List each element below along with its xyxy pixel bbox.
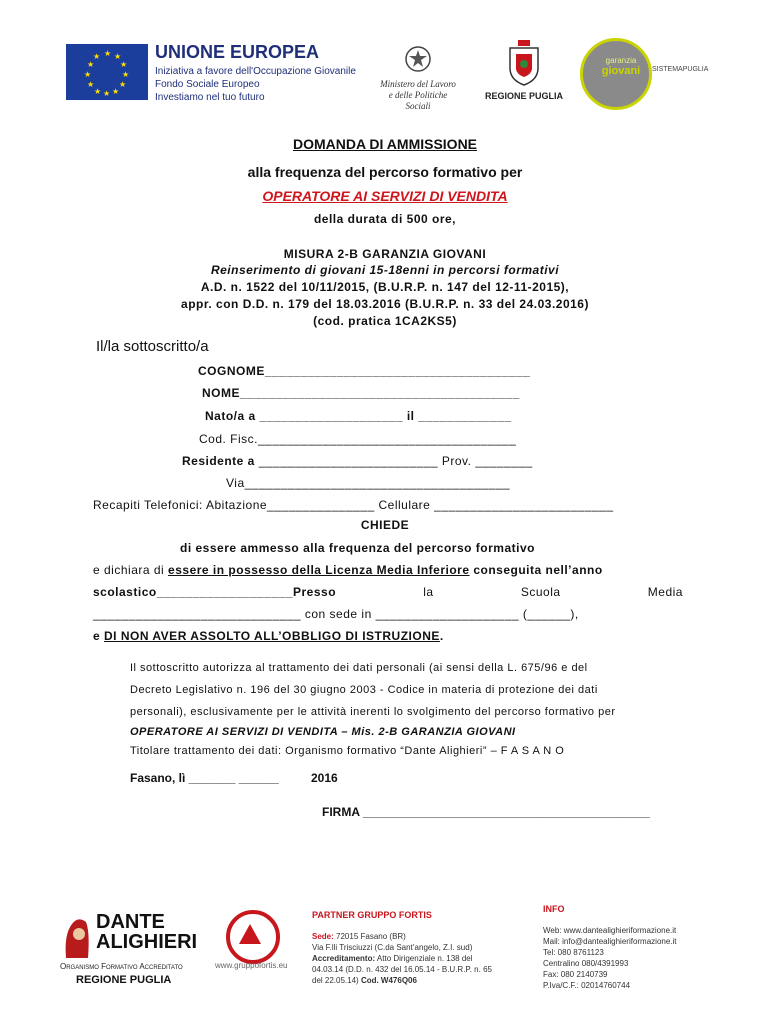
accr3-pre: del 22.05.14) [312, 976, 359, 985]
residente-field[interactable] [182, 454, 533, 468]
sede-address: Via F.lli Trisciuzzi (C.da Sant’angelo, Z.I. sud) [312, 943, 473, 952]
fortis-triangle-icon [239, 924, 261, 944]
ministry-logo [378, 44, 458, 112]
dichiara-line [93, 563, 603, 577]
dante-portrait-icon [60, 912, 94, 960]
place-date-field[interactable]: Fasano, lì _______ ______ [130, 771, 279, 785]
accr-line [312, 953, 473, 964]
fortis-url: www.gruppofortis.eu [215, 961, 288, 970]
puglia-text: REGIONE PUGLIA [484, 91, 563, 101]
mail-link[interactable]: Mail: info@dantealighieriformazione.it [543, 937, 677, 946]
course-duration: della durata di 500 ore, [313, 212, 457, 226]
privacy-line-4: OPERATORE AI SERVIZI DI VENDITA – Mis. 2-B GARANZIA GIOVANI [130, 726, 516, 738]
organismo-text: Organismo Formativo Accreditato [60, 962, 183, 971]
scol-3: Scuola [520, 585, 561, 599]
sede-label: Sede: [312, 932, 334, 941]
scol-2: la [423, 585, 434, 599]
dichiara-pre: e dichiara di [93, 563, 169, 577]
centralino-text: Centralino 080/4391993 [543, 959, 629, 968]
puglia-shield-icon [506, 40, 542, 86]
licenza-media: essere in possesso della Licenza Media Inferiore [168, 563, 470, 577]
info-title: INFO [543, 904, 565, 914]
svg-text:★: ★ [84, 70, 92, 79]
document-subtitle: alla frequenza del percorso formativo per [247, 164, 523, 180]
fax-text: Fax: 080 2140739 [543, 970, 608, 979]
tel-text: Tel: 080 8761123 [543, 948, 604, 957]
codfisc-field[interactable]: Cod. Fisc.____________________________________ [199, 432, 517, 446]
partner-title: PARTNER GRUPPO FORTIS [312, 910, 432, 920]
accr-text: Atto Dirigenziale n. 138 del [376, 954, 473, 963]
sede-line[interactable]: _____________________________ con sede in ____________________ (______), [93, 607, 579, 621]
privacy-line-3: personali), esclusivamente per le attività inerenti lo svolgimento del percorso formativo per [130, 706, 616, 718]
course-name: OPERATORE AI SERVIZI DI VENDITA [262, 188, 508, 204]
residente-label: Residente a [182, 454, 255, 468]
dante-regione: REGIONE PUGLIA [76, 974, 172, 986]
gg-line-1: garanzia [605, 56, 637, 65]
reinserimento-line: Reinserimento di giovani 15-18enni in percorsi formativi [210, 263, 560, 277]
accr-line-3 [312, 975, 417, 986]
svg-text:★: ★ [87, 80, 95, 89]
obbligo-text: DI NON AVER ASSOLTO ALL’OBBLIGO DI ISTRUZIONE [104, 629, 440, 643]
eu-title: UNIONE EUROPEA [155, 42, 320, 62]
year-label: 2016 [311, 771, 338, 785]
ministry-line-2: e delle Politiche Sociali [388, 90, 448, 111]
svg-text:★: ★ [119, 80, 127, 89]
dante-word-1: DANTE [96, 911, 165, 933]
puglia-logo [483, 40, 565, 101]
privacy-line-5: Titolare trattamento dei dati: Organismo formativo “Dante Alighieri” – F A S A N O [130, 745, 565, 757]
obbligo-pre: e [93, 629, 105, 643]
web-link[interactable]: Web: www.dantealighieriformazione.it [543, 926, 677, 935]
eu-line-2: Fondo Sociale Europeo [155, 79, 260, 90]
ministry-emblem-icon [403, 44, 433, 74]
eu-line-1: Iniziativa a favore dell'Occupazione Giovanile [155, 66, 356, 77]
eu-flag-logo [66, 44, 148, 100]
privacy-line-1: Il sottoscritto autorizza al trattamento dei dati personali (ai sensi della L. 675/96 e del [130, 662, 588, 674]
sede-line-footer [312, 931, 406, 942]
dante-word-2: ALIGHIERI [96, 931, 198, 953]
sottoscritto-label: Il/la sottoscritto/a [96, 338, 209, 355]
svg-text:★: ★ [114, 52, 122, 61]
dante-alighieri-logo [60, 912, 200, 994]
svg-text:★: ★ [120, 60, 128, 69]
accr-label: Accreditamento: [312, 954, 376, 963]
ministry-line-1: Ministero del Lavoro [380, 79, 456, 89]
ammesso-line: di essere ammesso alla frequenza del percorso formativo [180, 541, 535, 555]
svg-text:★: ★ [93, 52, 101, 61]
scolastico-line[interactable] [93, 585, 683, 599]
chiede-heading: CHIEDE [360, 518, 410, 532]
svg-text:★: ★ [87, 60, 95, 69]
scol-1: scolastico___________________Presso [93, 585, 337, 599]
cognome-field[interactable]: COGNOME_____________________________________ [198, 364, 531, 378]
accr-line-2: 04.03.14 (D.D. n. 432 del 16.05.14 - B.U.R.P. n. 65 [312, 965, 492, 974]
residente-line: _________________________ Prov. ________ [258, 454, 533, 468]
privacy-line-2: Decreto Legislativo n. 196 del 30 giugno 2003 - Codice in materia di protezione dei dati [130, 684, 598, 696]
scol-4: Media [647, 585, 683, 599]
misura-line: MISURA 2-B GARANZIA GIOVANI [283, 247, 487, 261]
svg-text:★: ★ [112, 87, 120, 96]
svg-text:★: ★ [104, 49, 112, 58]
sistema-puglia-text: SISTEMAPUGLIA [652, 66, 709, 73]
cod-line: (cod. pratica 1CA2KS5) [313, 314, 457, 328]
nome-field[interactable]: NOME_______________________________________ [202, 386, 520, 400]
document-title: DOMANDA DI AMMISSIONE [292, 136, 478, 152]
nato-text: Nato/a a ____________________ il _____________ [205, 409, 512, 423]
gg-line-2: giovani [601, 65, 641, 77]
svg-text:★: ★ [94, 87, 102, 96]
svg-text:★: ★ [103, 89, 111, 98]
nato-field[interactable] [205, 409, 512, 423]
appr-line: appr. con D.D. n. 179 del 18.03.2016 (B.U.R.P. n. 33 del 24.03.2016) [181, 297, 589, 311]
ad-line: A.D. n. 1522 del 10/11/2015, (B.U.R.P. n. 147 del 12-11-2015), [200, 280, 570, 294]
piva-text: P.Iva/C.F.: 02014760744 [543, 981, 631, 990]
eu-line-3: Investiamo nel tuo futuro [155, 92, 265, 103]
dichiara-post: conseguita nell’anno [469, 563, 603, 577]
obbligo-post: . [439, 629, 444, 643]
via-field[interactable]: Via_____________________________________ [226, 476, 511, 490]
obbligo-line [93, 629, 444, 643]
recapiti-field[interactable]: Recapiti Telefonici: Abitazione_______________ Cellulare _________________________ [93, 498, 614, 512]
sede-text: 72015 Fasano (BR) [336, 932, 406, 941]
firma-field[interactable]: FIRMA ___________________________________________ [322, 805, 650, 819]
garanzia-giovani-text [598, 56, 644, 76]
svg-text:★: ★ [122, 70, 130, 79]
accr3-cod: Cod. W476Q06 [360, 976, 417, 985]
